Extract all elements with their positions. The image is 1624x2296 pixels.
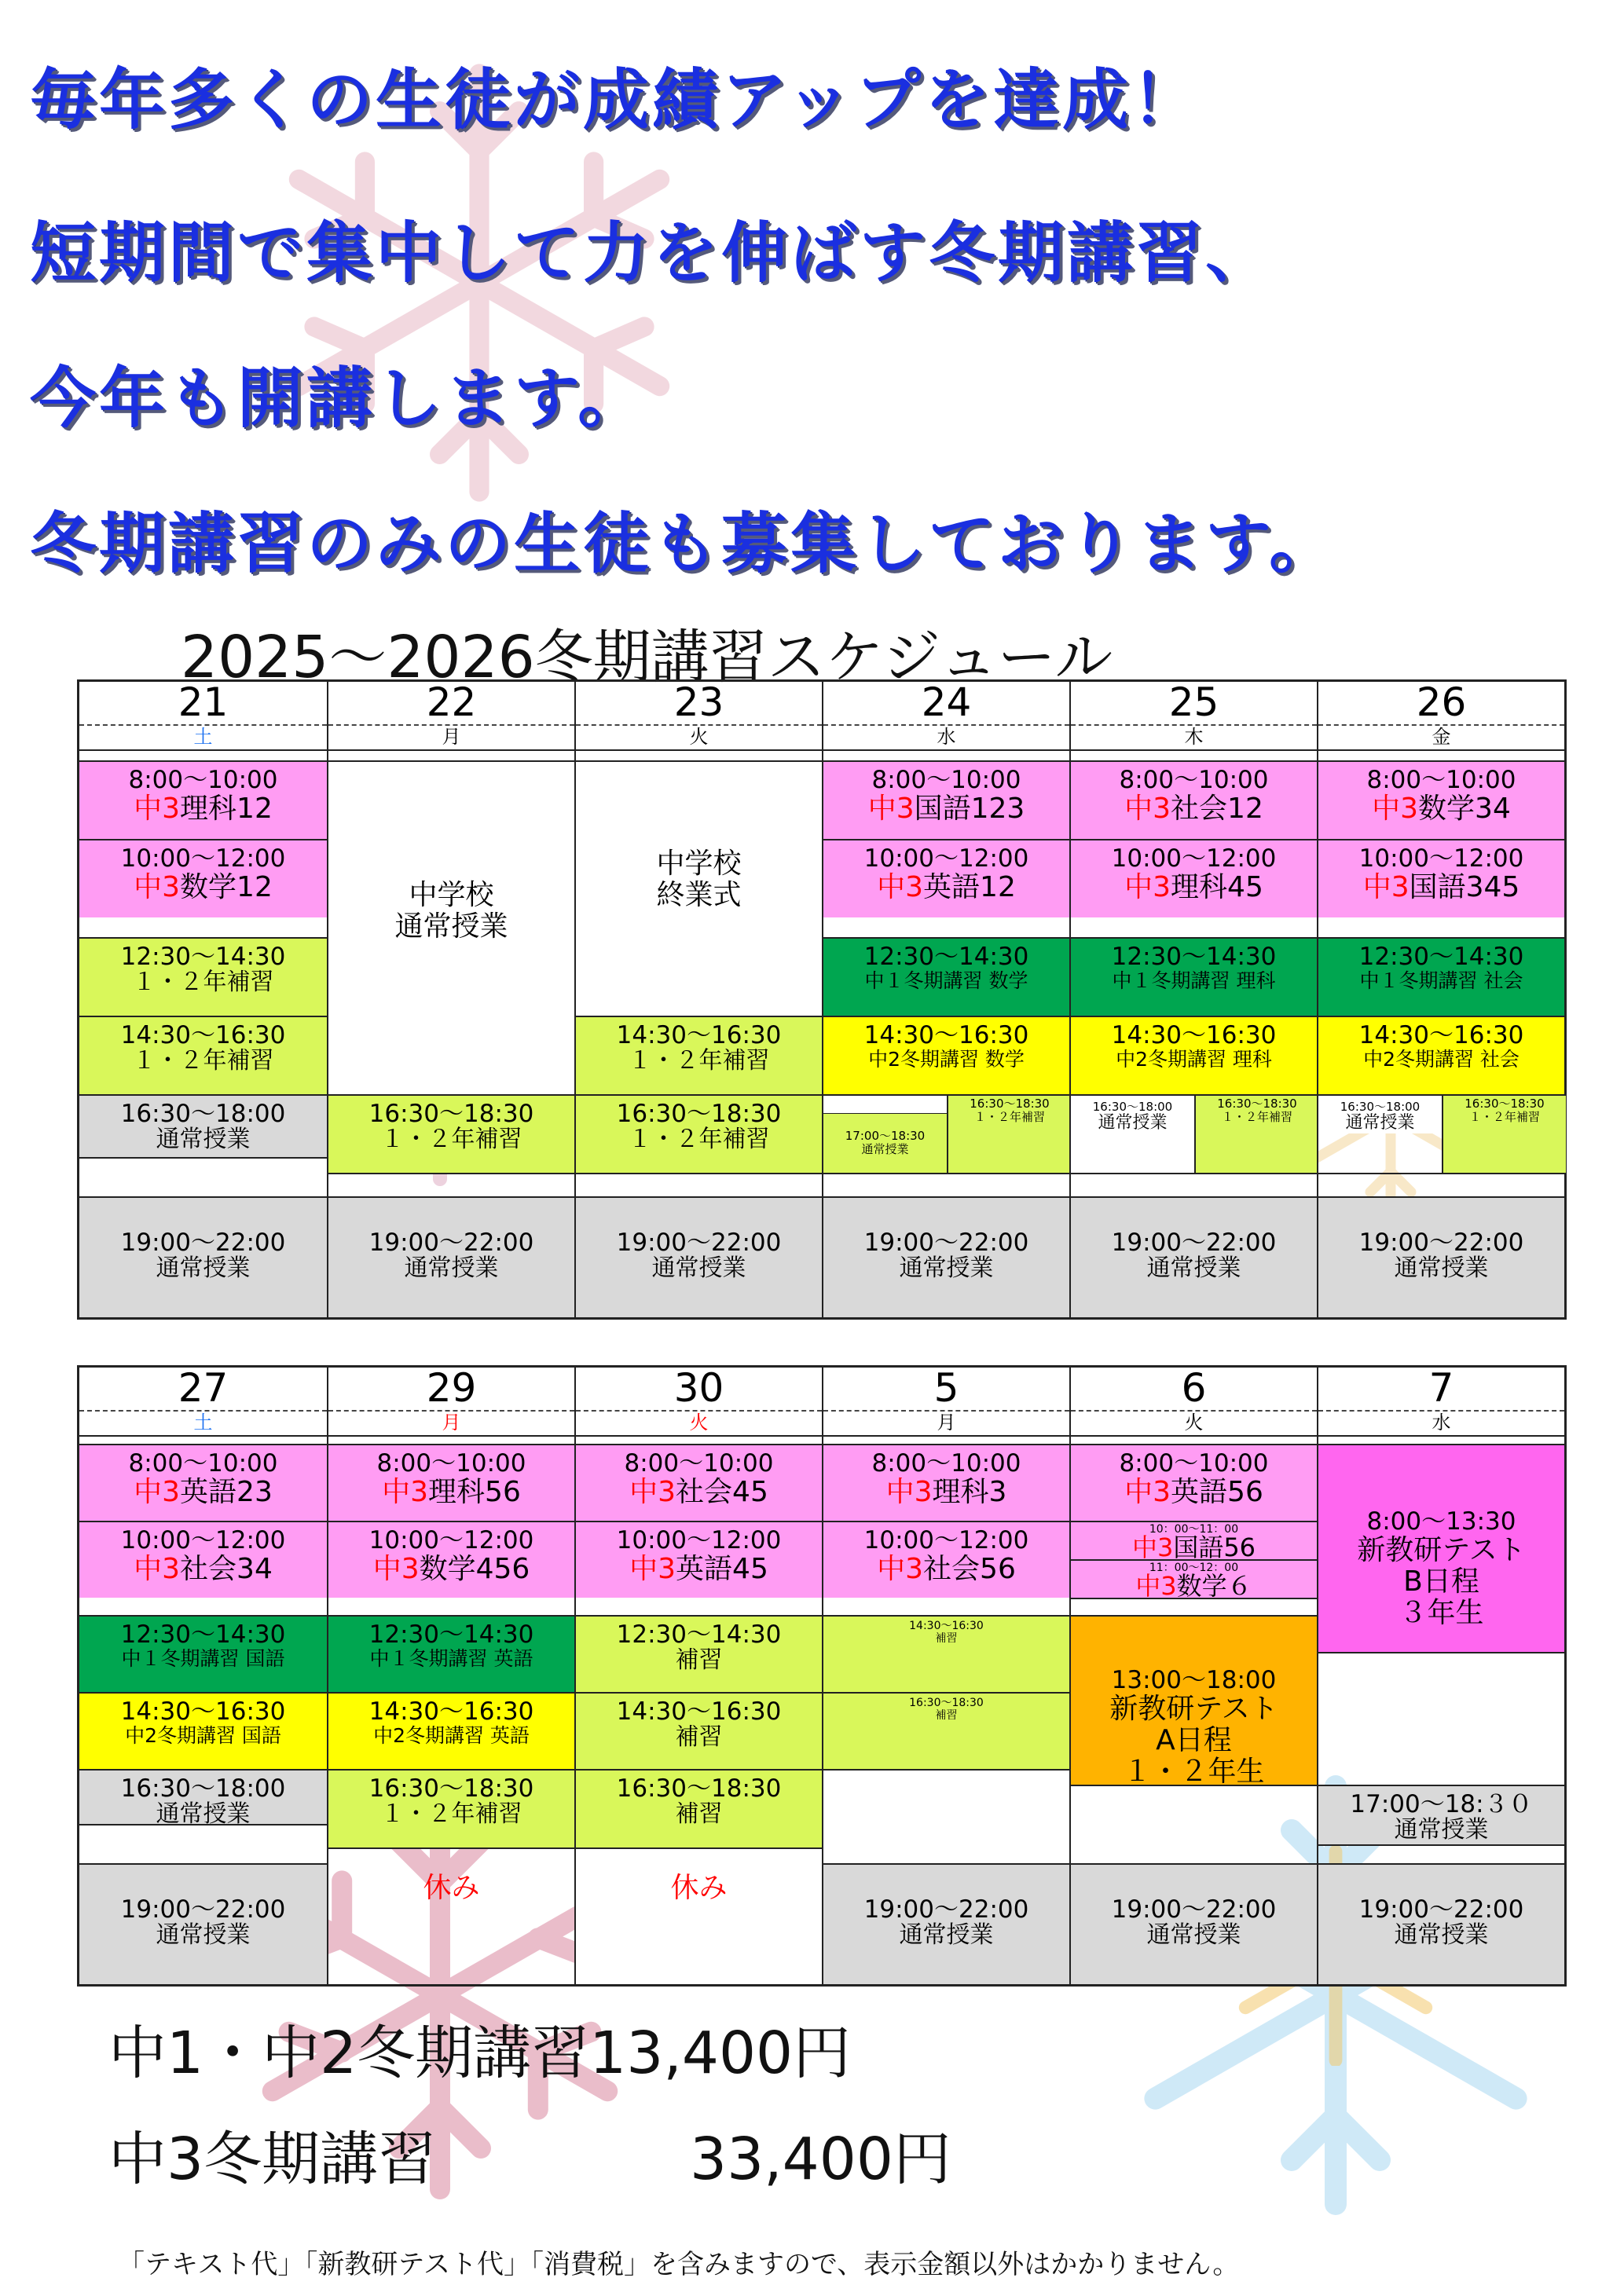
- evening-cell: 19:00～22:00 通常授業: [1318, 1196, 1564, 1317]
- day-number: 23: [673, 679, 724, 725]
- session-cell: 16:30～18:00 通常授業: [1071, 1094, 1194, 1133]
- day-number: 21: [178, 679, 229, 725]
- day-column: [574, 1365, 822, 1984]
- session-cell: 10:00～12:00 中3社会56: [823, 1521, 1069, 1598]
- day-column: [1317, 679, 1564, 1317]
- day-column: [822, 1365, 1069, 1984]
- schedule-week-1: [77, 679, 1567, 1320]
- fee-note: 「テキスト代」「新教研テスト代」「消費税」を含みますので、表示金額以外はかかりません。: [118, 2249, 1240, 2280]
- holiday-cell: 休み: [576, 1847, 822, 1984]
- day-number: 26: [1416, 679, 1467, 725]
- session-cell: 10:00～12:00 中3国語345: [1318, 839, 1564, 917]
- session-cell: 8:00～10:00 中3英語56: [1071, 1444, 1317, 1521]
- fee-grade-1-2: [108, 2007, 851, 2090]
- weekday: 月: [937, 1412, 956, 1434]
- holiday-cell: 休み: [328, 1847, 574, 1984]
- headline-line-2: 短期間で集中して力を伸ばす冬期講習、: [30, 214, 1275, 291]
- session-cell: 14:30～16:30 中2冬期講習 数学: [823, 1016, 1069, 1094]
- empty-cell: [79, 1157, 327, 1195]
- day-column: [79, 679, 327, 1317]
- session-cell: 16:30～18:30 １・２年補習: [576, 1094, 822, 1173]
- session-cell: 14:30～16:30 中2冬期講習 理科: [1071, 1016, 1317, 1094]
- fee-price: 13,400円: [589, 2020, 852, 2087]
- session-cell: 16:30～18:00 通常授業: [1318, 1094, 1442, 1133]
- session-cell: 10:00～12:00 中3英語12: [823, 839, 1069, 917]
- session-cell: 16:30～18:30 補習: [576, 1769, 822, 1847]
- day-number: 29: [426, 1365, 477, 1411]
- weekday: 月: [442, 1412, 461, 1434]
- empty-cell: [328, 1173, 574, 1195]
- session-cell: 10:00～12:00 中3数学12: [79, 839, 327, 917]
- day-column: [822, 679, 1069, 1317]
- session-cell: 8:00～10:00 中3数学34: [1318, 760, 1564, 839]
- session-cell: 10:00～12:00 中3英語45: [576, 1521, 822, 1598]
- day-number: 22: [426, 679, 477, 725]
- day-number: 5: [933, 1365, 959, 1411]
- day-column: [327, 1365, 574, 1984]
- empty-cell: [79, 1824, 327, 1863]
- empty-cell: [576, 1173, 822, 1195]
- day-column: [1317, 1365, 1564, 1984]
- fee-price: 33,400円: [690, 2126, 951, 2193]
- empty-cell: [1071, 1598, 1317, 1615]
- evening-cell: 19:00～22:00 通常授業: [79, 1863, 327, 1984]
- day-column: [1069, 679, 1317, 1317]
- session-cell: 16:30～18:30 １・２年補習: [1442, 1094, 1566, 1173]
- evening-cell: 19:00～22:00 通常授業: [1071, 1196, 1317, 1317]
- session-cell: 14:30～16:30 １・２年補習: [576, 1016, 822, 1094]
- school-event-cell: 中学校 通常授業: [328, 760, 574, 1094]
- session-cell: 8:00～10:00 中3理科3: [823, 1444, 1069, 1521]
- evening-cell: 19:00～22:00 通常授業: [1318, 1863, 1564, 1984]
- day-number: 7: [1428, 1365, 1454, 1411]
- weekday: 土: [193, 726, 213, 748]
- schedule-week-2: [77, 1365, 1567, 1987]
- evening-cell: 19:00～22:00 通常授業: [1071, 1863, 1317, 1984]
- session-cell: 12:30～14:30 補習: [576, 1615, 822, 1692]
- day-number: 30: [673, 1365, 724, 1411]
- weekday: 水: [1432, 1412, 1451, 1434]
- evening-cell: 19:00～22:00 通常授業: [823, 1863, 1069, 1984]
- empty-cell: [1318, 1652, 1564, 1785]
- evening-cell: 19:00～22:00 通常授業: [576, 1196, 822, 1317]
- session-cell: 8:00～10:00 中3国語123: [823, 760, 1069, 839]
- session-cell: 12:30～14:30 中１冬期講習 社会: [1318, 937, 1564, 1016]
- weekday: 土: [193, 1412, 213, 1434]
- evening-cell: 19:00～22:00 通常授業: [328, 1196, 574, 1317]
- day-number: 27: [178, 1365, 229, 1411]
- session-cell: 8:00～10:00 中3社会45: [576, 1444, 822, 1521]
- test-cell: 8:00～13:30 新教研テスト B日程 ３年生: [1318, 1444, 1564, 1652]
- empty-cell: [1318, 1173, 1564, 1195]
- fee-label: 中3冬期講習: [108, 2126, 437, 2193]
- headline-line-1: 毎年多くの生徒が成績アップを達成！: [30, 61, 1201, 138]
- session-cell: 14:30～16:30 中2冬期講習 英語: [328, 1692, 574, 1769]
- session-cell: 17:00～18:３０ 通常授業: [1318, 1785, 1564, 1844]
- session-cell: 8:00～10:00 中3理科12: [79, 760, 327, 839]
- empty-cell: [823, 1173, 1069, 1195]
- session-cell: 8:00～10:00 中3社会12: [1071, 760, 1317, 839]
- evening-cell: 19:00～22:00 通常授業: [79, 1196, 327, 1317]
- session-cell: 14:30～16:30 １・２年補習: [79, 1016, 327, 1094]
- session-cell: 11：00～12：00 中3数学６: [1071, 1559, 1317, 1598]
- day-number: 25: [1168, 679, 1219, 725]
- headline-line-4: 冬期講習のみの生徒も募集しております。: [30, 505, 1339, 582]
- day-column: [1069, 1365, 1317, 1984]
- schedule-title: 2025～2026冬期講習スケジュール: [181, 624, 1113, 691]
- fee-label: 中1・中2冬期講習: [108, 2020, 590, 2087]
- test-cell: 13:00～18:00 新教研テスト A日程 １・２年生: [1071, 1615, 1317, 1785]
- session-cell: 10:00～12:00 中3理科45: [1071, 839, 1317, 917]
- session-cell: 14:30～16:30 補習: [576, 1692, 822, 1769]
- day-column: [327, 679, 574, 1317]
- session-cell: 12:30～14:30 １・２年補習: [79, 937, 327, 1016]
- session-cell: 8:00～10:00 中3理科56: [328, 1444, 574, 1521]
- empty-cell: [823, 1769, 1069, 1863]
- fee-grade-3: [108, 2113, 951, 2196]
- weekday: 火: [689, 1412, 709, 1434]
- evening-cell: 19:00～22:00 通常授業: [823, 1196, 1069, 1317]
- session-cell: 12:30～14:30 中１冬期講習 国語: [79, 1615, 327, 1692]
- empty-cell: [1318, 1844, 1564, 1863]
- session-cell: 14:30～16:30 中2冬期講習 社会: [1318, 1016, 1564, 1094]
- session-cell: 14:30～16:30 補習: [823, 1615, 1069, 1692]
- empty-cell: [1071, 1785, 1317, 1863]
- session-cell: 16:30～18:30 補習: [823, 1692, 1069, 1769]
- session-cell: 16:30～18:30 １・２年補習: [328, 1094, 574, 1173]
- session-cell: 12:30～14:30 中１冬期講習 英語: [328, 1615, 574, 1692]
- day-column: [574, 679, 822, 1317]
- school-event-cell: 中学校 終業式: [576, 760, 822, 1016]
- weekday: 木: [1184, 726, 1204, 748]
- session-cell: 12:30～14:30 中１冬期講習 数学: [823, 937, 1069, 1016]
- session-cell: 16:30～18:30 １・２年補習: [328, 1769, 574, 1847]
- day-column: [79, 1365, 327, 1984]
- empty-cell: [823, 1094, 947, 1113]
- weekday: 金: [1432, 726, 1451, 748]
- session-cell: 17:00～18:30 通常授業: [823, 1113, 947, 1173]
- session-cell: 16:30～18:30 １・２年補習: [1194, 1094, 1318, 1173]
- empty-cell: [1071, 1173, 1317, 1195]
- session-cell: 10:00～12:00 中3数学456: [328, 1521, 574, 1598]
- session-cell: 12:30～14:30 中１冬期講習 理科: [1071, 937, 1317, 1016]
- weekday: 火: [689, 726, 709, 748]
- day-number: 6: [1181, 1365, 1207, 1411]
- weekday: 月: [442, 726, 461, 748]
- day-number: 24: [921, 679, 972, 725]
- session-cell: 16:30～18:00 通常授業: [79, 1769, 327, 1824]
- session-cell: 14:30～16:30 中2冬期講習 国語: [79, 1692, 327, 1769]
- session-cell: 10：00～11：00 中3国語56: [1071, 1521, 1317, 1559]
- weekday: 火: [1184, 1412, 1204, 1434]
- session-cell: 8:00～10:00 中3英語23: [79, 1444, 327, 1521]
- weekday: 水: [937, 726, 956, 748]
- session-cell: 16:30～18:00 通常授業: [79, 1094, 327, 1157]
- headline-line-3: 今年も開講します。: [30, 360, 647, 437]
- session-cell: 10:00～12:00 中3社会34: [79, 1521, 327, 1598]
- session-cell: 16:30～18:30 １・２年補習: [947, 1094, 1071, 1173]
